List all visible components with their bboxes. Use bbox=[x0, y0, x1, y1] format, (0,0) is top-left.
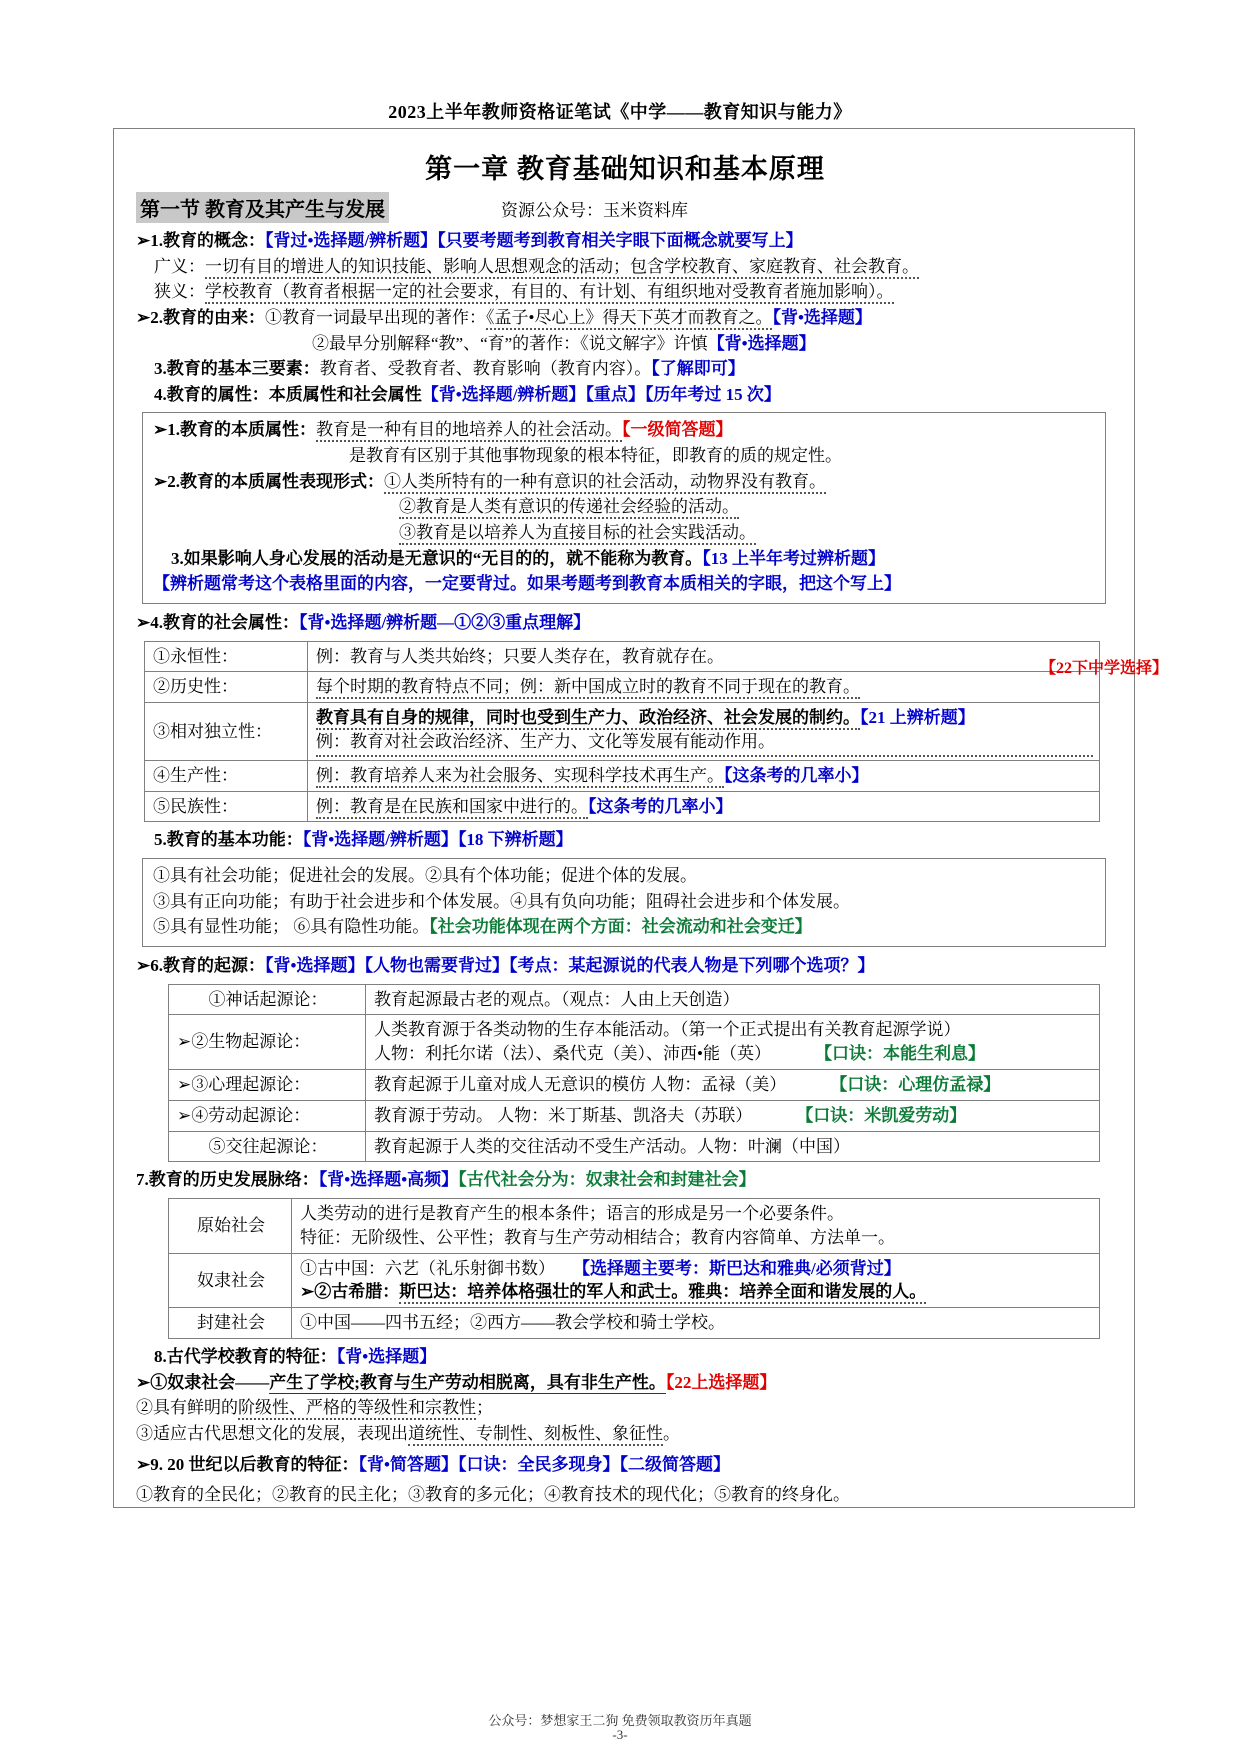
item-1-broad-line bbox=[136, 255, 1114, 280]
row-label: ⑤交往起源论： bbox=[169, 1131, 366, 1162]
functions-line-1: ①具有社会功能；促进社会的发展。②具有个体功能；促进个体的发展。 bbox=[153, 866, 697, 886]
row-text-bold: 教育具有自身的规律，同时也受到生产力、政治经济、社会发展的制约。 bbox=[316, 708, 860, 730]
row-text-2: 人物：利托尔诺（法）、桑代克（美）、沛西•能（英） bbox=[374, 1044, 771, 1064]
item-2-line1-pre: ①教育一词最早出现的著作： bbox=[265, 307, 486, 327]
item-9-line-2 bbox=[136, 1396, 1114, 1421]
row-text: 每个时期的教育特点不同；例：新中国成立时的教育不同于现在的教育。 bbox=[316, 677, 860, 699]
row-content bbox=[292, 1199, 1100, 1254]
row-content bbox=[292, 1308, 1100, 1339]
item-2-line2-text: ②最早分别解释“教”、“育”的著作：《说文解字》许慎 bbox=[312, 333, 708, 353]
exam-year-annotation: 【22下中学选择】 bbox=[1040, 660, 1169, 677]
social-attributes-table bbox=[144, 641, 1100, 823]
row-tag: 【口诀：米凯爱劳动】 bbox=[796, 1105, 967, 1125]
table-row bbox=[169, 1199, 1100, 1254]
table-row bbox=[145, 760, 1100, 791]
table-row bbox=[145, 791, 1100, 822]
source-note: 资源公众号：玉米资料库 bbox=[501, 201, 688, 220]
row-label: ➢④劳动起源论： bbox=[169, 1100, 366, 1131]
table-row bbox=[169, 1100, 1100, 1131]
table-row bbox=[169, 984, 1100, 1015]
box-line-6 bbox=[153, 547, 1097, 572]
item-9-l1-tag: 【22上选择题】 bbox=[665, 1372, 777, 1392]
item-5-heading-line bbox=[136, 611, 1114, 636]
row-content bbox=[366, 1100, 1100, 1131]
item-9-tag: 【背•选择题】 bbox=[336, 1347, 437, 1366]
item-9-heading: 8.古代学校教育的特征： bbox=[154, 1347, 337, 1366]
item-10-tag-3: 【二级简答题】 bbox=[619, 1454, 730, 1474]
row-text: 教育起源于儿童对成人无意识的模仿 人物：孟禄（美） bbox=[374, 1074, 787, 1094]
row-label: ③相对独立性： bbox=[145, 703, 308, 761]
box-b2-l2: ②教育是人类有意识的传递社会经验的活动。 bbox=[399, 497, 739, 519]
row-text-2-pre: ➢②古希腊： bbox=[300, 1282, 400, 1302]
item-8-tag-2: 【古代社会分为：奴隶社会和封建社会】 bbox=[458, 1170, 756, 1190]
item-6-heading: 5.教育的基本功能： bbox=[154, 830, 303, 850]
history-table bbox=[168, 1198, 1100, 1339]
row-content bbox=[366, 1069, 1100, 1100]
item-9-l1-pre: ➢①奴隶社会—— bbox=[136, 1372, 270, 1392]
row-tag: 【口诀：心理仿孟禄】 bbox=[830, 1074, 1001, 1094]
item-4-tag-3: 【历年考过 15 次】 bbox=[644, 384, 781, 404]
item-8-heading: 7.教育的历史发展脉络： bbox=[136, 1170, 319, 1190]
item-2-line2-tag: 【背•选择题】 bbox=[707, 333, 816, 353]
row-label: ➢③心理起源论： bbox=[169, 1069, 366, 1100]
item-7-tag-2: 【人物也需要背过】 bbox=[364, 955, 509, 975]
item-1-narrow-text: 学校教育（教育者根据一定的社会要求，有目的、有计划、有组织地对受教育者施加影响）。 bbox=[205, 282, 894, 304]
functions-line-2: ③具有正向功能；有助于社会进步和个体发展。④具有负向功能；阻碍社会进步和个体发展。 bbox=[153, 891, 850, 911]
item-2-heading: ➢2.教育的由来： bbox=[136, 307, 265, 327]
item-3-tag: 【了解即可】 bbox=[651, 359, 745, 379]
row-text: 教育起源最古老的观点。（观点：人由上天创造） bbox=[374, 989, 740, 1009]
row-text: 例：教育是在民族和国家中进行的。 bbox=[316, 797, 588, 819]
item-9-l2-underlined: 阶级性、严格的等级性和宗教性 bbox=[238, 1398, 476, 1420]
row-tag: 【这条考的几率小】 bbox=[724, 765, 869, 785]
table-row bbox=[145, 672, 1100, 703]
box-line-3 bbox=[153, 470, 1097, 495]
item-1-heading: ➢1.教育的概念： bbox=[136, 231, 265, 250]
box-line-4 bbox=[153, 495, 1097, 520]
item-7-heading: ➢6.教育的起源： bbox=[136, 955, 265, 975]
row-text-2: 特征：无阶级性、公平性；教育与生产劳动相结合；教育内容简单、方法单一。 bbox=[300, 1227, 895, 1247]
row-content bbox=[366, 1015, 1100, 1070]
table-row bbox=[145, 641, 1100, 672]
chapter-title: 第一章 教育基础知识和基本原理 bbox=[425, 154, 825, 184]
item-3-text: 教育者、受教育者、教育影响（教育内容）。 bbox=[319, 359, 652, 379]
table-row bbox=[169, 1253, 1100, 1308]
row-text: 人类教育源于各类动物的生存本能活动。（第一个正式提出有关教育起源学说） bbox=[374, 1020, 961, 1040]
row-label: ②历史性： bbox=[145, 672, 308, 703]
row-content bbox=[292, 1253, 1100, 1308]
row-label: ④生产性： bbox=[145, 760, 308, 791]
box-line-7 bbox=[153, 572, 1097, 597]
item-9-l3-post: 。 bbox=[663, 1423, 680, 1443]
row-content bbox=[366, 984, 1100, 1015]
row-label: ➢②生物起源论： bbox=[169, 1015, 366, 1070]
item-9-l3-pre: ③适应古代思想文化的发展，表现出 bbox=[136, 1423, 408, 1443]
row-text-1: ①中国——四书五经；②西方——教会学校和骑士学校。 bbox=[300, 1313, 725, 1333]
item-1-narrow-line bbox=[136, 280, 1114, 305]
item-9-l3-underlined: 道统性、专制性、刻板性、象征性 bbox=[408, 1424, 663, 1446]
footer-note: 公众号：梦想家王二狗 免费领取教资历年真题 bbox=[488, 1713, 752, 1728]
item-2-line-2 bbox=[136, 332, 1114, 357]
item-6-box bbox=[142, 858, 1106, 947]
item-7-heading-line bbox=[136, 954, 1114, 979]
item-4-line bbox=[136, 383, 1114, 408]
item-8-tag-1: 【背•选择题•高频】 bbox=[318, 1170, 459, 1190]
row-text-1: 人类劳动的进行是教育产生的根本条件；语言的形成是另一个必要条件。 bbox=[300, 1204, 844, 1224]
item-1-broad-label: 广义： bbox=[154, 256, 205, 276]
item-10-line: ①教育的全民化；②教育的民主化；③教育的多元化；④教育技术的现代化；⑤教育的终身化。 bbox=[136, 1485, 850, 1505]
row-tag: 【口诀：本能生利息】 bbox=[814, 1044, 985, 1064]
item-5-tag: 【背•选择题/辨析题—①②③重点理解】 bbox=[299, 612, 591, 632]
item-9-heading-line bbox=[136, 1345, 1114, 1370]
section-title: 第一节 教育及其产生与发展 bbox=[136, 192, 389, 223]
item-9-line-3 bbox=[136, 1422, 1114, 1447]
item-3-heading: 3.教育的基本三要素： bbox=[154, 359, 320, 379]
row-label: 封建社会 bbox=[169, 1308, 292, 1339]
box-b4-tag: 【辨析题常考这个表格里面的内容，一定要背过。如果考题考到教育本质相关的字眼，把这个写上】 bbox=[153, 574, 901, 594]
box-line-5 bbox=[153, 521, 1097, 546]
origin-theories-table bbox=[168, 984, 1100, 1163]
row-text-2: 斯巴达：培养体格强壮的军人和武士。雅典：培养全面和谐发展的人。 bbox=[399, 1282, 926, 1304]
box-b2-head: ➢2.教育的本质属性表现形式： bbox=[153, 471, 384, 491]
table-row bbox=[145, 703, 1100, 761]
item-1-tag-2: 【只要考题考到教育相关字眼下面概念就要写上】 bbox=[437, 231, 803, 250]
item-2-line1-tag: 【背•选择题】 bbox=[772, 307, 872, 327]
item-3-line bbox=[136, 357, 1114, 382]
row-text: 教育源于劳动。 人物：米丁斯基、凯洛夫（苏联） bbox=[374, 1105, 753, 1125]
table-row bbox=[169, 1308, 1100, 1339]
row-label: ①神话起源论： bbox=[169, 984, 366, 1015]
item-1-broad-text: 一切有目的增进人的知识技能、影响人思想观念的活动；包含学校教育、家庭教育、社会教育。 bbox=[205, 257, 919, 279]
box-b1-cont: 是教育有区别于其他事物现象的根本特征，即教育的质的规定性。 bbox=[349, 446, 842, 466]
item-7-tag-3: 【考点：某起源说的代表人物是下列哪个选项？】 bbox=[508, 955, 875, 975]
row-label: ①永恒性： bbox=[145, 641, 308, 672]
row-content bbox=[308, 760, 1100, 791]
row-text-1: ①古中国：六艺（礼乐射御书数） bbox=[300, 1258, 555, 1278]
item-2-line-1 bbox=[136, 306, 1114, 331]
row-tag: 【选择题主要考：斯巴达和雅典/必须背过】 bbox=[573, 1258, 901, 1278]
item-4-text: 本质属性和社会属性 bbox=[268, 384, 422, 404]
functions-line-3-tag: 【社会功能体现在两个方面：社会流动和社会变迁】 bbox=[429, 917, 812, 937]
box-b1-head: ➢1.教育的本质属性： bbox=[153, 420, 316, 440]
page-number: -3- bbox=[612, 1727, 628, 1742]
box-line-2 bbox=[153, 444, 1097, 469]
box-b2-l3: ③教育是以培养人为直接目标的社会实践活动。 bbox=[399, 523, 756, 545]
row-text: 教育起源于人类的交往活动不受生产活动。人物：叶澜（中国） bbox=[374, 1136, 850, 1156]
item-1-narrow-label: 狭义： bbox=[154, 282, 205, 302]
item-2-line1-underlined: 《孟子•尽心上》得天下英才而教育之。 bbox=[486, 308, 772, 330]
table-row bbox=[169, 1015, 1100, 1070]
row-text: 例：教育培养人来为社会服务、实现科学技术再生产。 bbox=[316, 766, 724, 788]
item-6-tag-1: 【背•选择题/辨析题】 bbox=[302, 830, 458, 850]
item-1-heading-line bbox=[136, 229, 1114, 254]
row-tag: 【这条考的几率小】 bbox=[588, 796, 733, 816]
content-frame bbox=[113, 128, 1135, 1508]
row-text: 例：教育与人类共始终；只要人类存在，教育就存在。 bbox=[316, 646, 724, 666]
item-9-l1-underlined: 产生了学校;教育与生产劳动相脱离，具有非生产性。 bbox=[269, 1372, 666, 1392]
box-b3-text: 3.如果影响人身心发展的活动是无意识的“无目的的，就不能称为教育。 bbox=[171, 548, 703, 568]
box-b2-l1: ①人类所特有的一种有意识的社会活动，动物界没有教育。 bbox=[384, 472, 826, 494]
box-b1-tag: 【一级简答题】 bbox=[622, 420, 733, 440]
functions-line-3 bbox=[153, 915, 1097, 940]
row-label: 原始社会 bbox=[169, 1199, 292, 1254]
item-9-l2-pre: ②具有鲜明的 bbox=[136, 1398, 238, 1418]
box-b1-text: 教育是一种有目的地培养人的社会活动。 bbox=[316, 420, 622, 442]
item-1-tag-1: 【背过•选择题/辨析题】 bbox=[265, 231, 438, 250]
item-5-heading: ➢4.教育的社会属性： bbox=[136, 612, 299, 632]
item-9-line-1 bbox=[136, 1371, 1114, 1396]
section-header-row bbox=[136, 192, 1114, 223]
item-4-box bbox=[142, 412, 1106, 603]
row-content bbox=[308, 641, 1100, 672]
item-4-heading: 4.教育的属性： bbox=[154, 384, 269, 404]
functions-line-3-text: ⑤具有显性功能； ⑥具有隐性功能。 bbox=[153, 917, 430, 937]
item-10-heading-line bbox=[136, 1453, 1114, 1478]
item-6-heading-line bbox=[136, 828, 1114, 853]
table-row bbox=[169, 1069, 1100, 1100]
box-line-1 bbox=[153, 418, 1097, 443]
row-label: 奴隶社会 bbox=[169, 1253, 292, 1308]
row-content bbox=[308, 672, 1100, 703]
item-10-heading: ➢9. 20 世纪以后教育的特征： bbox=[136, 1454, 359, 1474]
running-header: 2023上半年教师资格证笔试《中学——教育知识与能力》 bbox=[388, 102, 852, 122]
item-10-tag-2: 【口诀：全民多现身】 bbox=[457, 1454, 620, 1474]
row-content bbox=[308, 703, 1100, 761]
row-content bbox=[366, 1131, 1100, 1162]
item-4-tag-2: 【重点】 bbox=[585, 384, 645, 404]
row-label: ⑤民族性： bbox=[145, 791, 308, 822]
item-6-tag-2: 【18 下辨析题】 bbox=[457, 830, 573, 850]
row-text-2: 例：教育对社会政治经济、生产力、文化等发展有能动作用。 bbox=[316, 730, 1093, 757]
item-4-tag-1: 【背•选择题/辨析题】 bbox=[421, 384, 586, 404]
row-content bbox=[308, 791, 1100, 822]
item-10-tag-1: 【背•简答题】 bbox=[358, 1454, 458, 1474]
box-b3-tag: 【13 上半年考过辨析题】 bbox=[702, 548, 885, 568]
item-9-l2-post: ； bbox=[476, 1398, 493, 1418]
item-7-tag-1: 【背•选择题】 bbox=[265, 955, 365, 975]
item-8-heading-line bbox=[136, 1168, 1114, 1193]
table-row bbox=[169, 1131, 1100, 1162]
row-tag: 【21 上辨析题】 bbox=[860, 708, 975, 728]
